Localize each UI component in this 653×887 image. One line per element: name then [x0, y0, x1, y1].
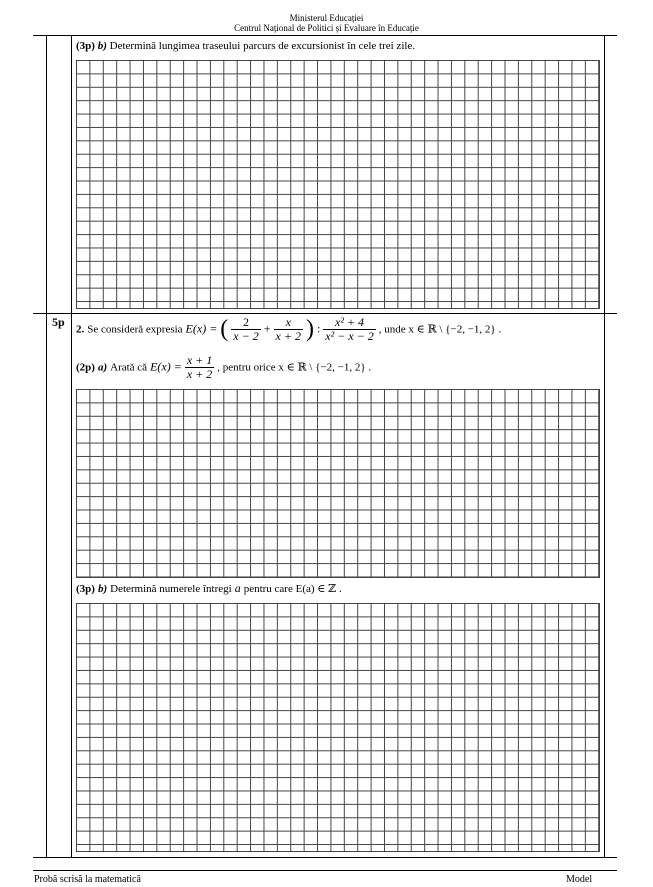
exercise-2a-expression-lhs: E(x) =	[150, 359, 182, 374]
fraction-1	[231, 316, 260, 343]
exercise-2b-letter: b)	[97, 583, 108, 595]
fraction-1-denominator: x − 2	[233, 329, 259, 343]
footer-left: Probă scrisă la matematică	[34, 874, 141, 885]
exercise-2-number: 2.	[76, 323, 85, 336]
fraction-3-denominator: x² − x − 2	[325, 329, 374, 343]
left-paren-icon: (	[220, 316, 229, 342]
exercise-1b-text: Determină lungimea traseului parcurs de excursionist în cele trei zile.	[109, 40, 416, 52]
right-paren-icon: )	[305, 316, 314, 342]
exercise-2b-text: Determină numerele întregi	[110, 583, 232, 595]
table-bottom-border	[33, 857, 617, 858]
exercise-2a-text: Arată că	[110, 361, 148, 374]
expression-lhs: E(x) =	[185, 321, 218, 336]
answer-grid-1b[interactable]	[76, 60, 600, 309]
score-column-border	[71, 35, 72, 857]
table-left-border	[46, 35, 47, 857]
division-sign: :	[316, 321, 321, 336]
answer-grid-2a[interactable]	[76, 389, 600, 578]
footer-right: Model	[566, 874, 593, 885]
exercise-2-score: 5p	[52, 315, 65, 329]
fraction-2-numerator: x	[274, 316, 303, 330]
header-center: Centrul Național de Politici și Evaluare în Educație	[234, 23, 419, 33]
exercise-2a-fraction	[185, 354, 214, 381]
exercise-2a-numerator: x + 1	[186, 353, 213, 367]
table-right-border	[604, 35, 605, 857]
fraction-2	[274, 316, 303, 343]
plus-sign: +	[263, 321, 271, 336]
fraction-3-numerator: x² + 4	[323, 316, 375, 330]
exercise-2b-points: (3p)	[76, 583, 95, 595]
exercise-1b-points: (3p)	[76, 40, 95, 52]
exercise-2b-statement	[76, 581, 342, 596]
footer-rule	[33, 870, 617, 871]
exercise-2b-tail: pentru care E(a) ∈ ℤ .	[243, 583, 342, 595]
fraction-2-denominator: x + 2	[275, 329, 301, 343]
exercise-2a-letter: a)	[97, 361, 108, 374]
exercise-2b-variable: a	[234, 581, 241, 595]
table-top-border	[33, 35, 617, 36]
exercise-2-intro: Se consideră expresia	[87, 323, 183, 336]
exercise-2-statement	[76, 316, 501, 343]
exercise-1b-heading	[76, 40, 415, 53]
exercise-2a-points: (2p)	[76, 361, 95, 374]
row-divider	[33, 313, 617, 314]
domain-text: , unde x ∈ ℝ \ {−2, −1, 2} .	[378, 323, 502, 336]
exercise-2a-denominator: x + 2	[186, 367, 213, 381]
fraction-1-numerator: 2	[231, 316, 260, 330]
header-ministry: Ministerul Educației	[289, 13, 364, 23]
exercise-1b-letter: b)	[97, 40, 107, 52]
exercise-2a-statement	[76, 354, 371, 381]
fraction-3	[323, 316, 375, 343]
answer-grid-2b[interactable]	[76, 603, 600, 852]
exercise-2a-tail: , pentru orice x ∈ ℝ \ {−2, −1, 2} .	[217, 361, 372, 374]
